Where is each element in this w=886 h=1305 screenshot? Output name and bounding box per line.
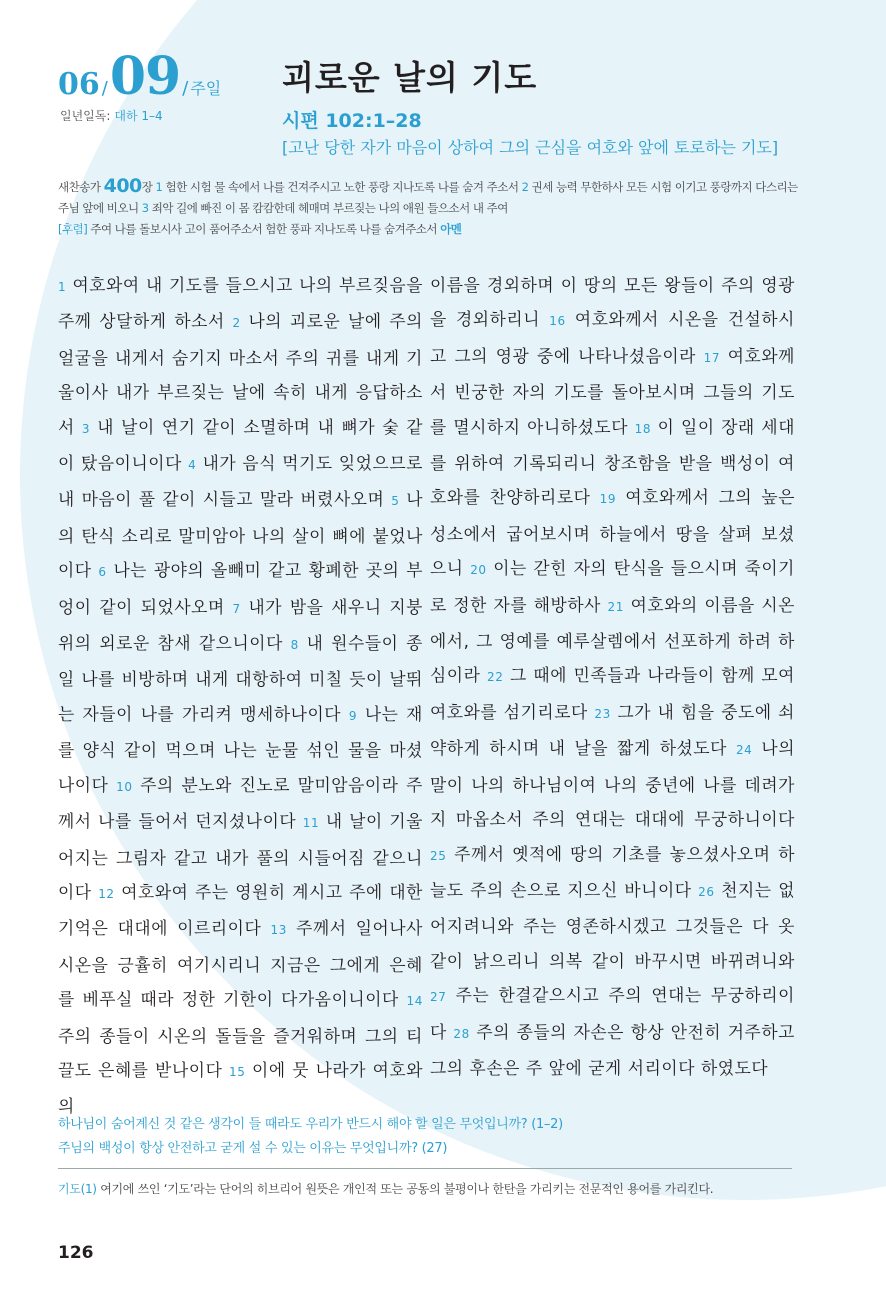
verse-text: 여호와여 주는 영원히 계시고 주에 대한 기억은 대대에 이르리이다 (58, 881, 423, 939)
verse-text: 주의 종들의 자손은 항상 안전히 거주하고 그의 후손은 주 앞에 굳게 서리이다 하였도다 (430, 1021, 795, 1078)
verse-text: 주의 종들이 시온의 돌들을 즐거워하며 그의 티끌도 은혜를 받나이다 (58, 1025, 423, 1080)
verse-text: 여호와께서 빈궁한 자의 기도를 돌아보시며 그들의 기도를 멸시하지 아니하셨도다 (430, 345, 795, 437)
verse-number: 12 (98, 886, 115, 901)
verse-number: 18 (634, 421, 652, 436)
verse-text: 이는 갇힌 자의 탄식을 들으시며 죽이기로 정한 자를 해방하사 (430, 558, 795, 615)
verse-number: 7 (232, 601, 241, 616)
verse-text: 주의 분노와 진노로 말미암음이라 주께서 나를 들어서 던지셨나이다 (58, 774, 423, 832)
hymn-label: 새찬송가 (58, 180, 101, 194)
verse-text: 나의 탄식 소리로 말미암아 나의 살이 뼈에 붙었나이다 (58, 489, 424, 581)
verse-number: 14 (406, 994, 423, 1009)
scripture-subtitle: [고난 당한 자가 마음이 상하여 그의 근심을 여호와 앞에 토로하는 기도] (282, 138, 779, 157)
date-weekday: 주일 (190, 79, 222, 98)
verse-text: 그가 내 힘을 중도에 쇠약하게 하시며 내 날을 짧게 하셨도다 (430, 701, 795, 759)
verse-text: 내가 밤을 새우니 지붕 위의 외로운 참새 같으니이다 (58, 596, 423, 654)
verse-number: 9 (348, 708, 358, 723)
verse-number: 25 (430, 848, 447, 863)
verse-number: 22 (487, 670, 504, 685)
verse-text: 여호와의 이름을 시온에서, 그 영예를 예루살렘에서 선포하게 하려 하심이라 (430, 594, 795, 686)
hymn-verse-2: 권세 능력 무한하사 모든 시험 이기고 풍랑까지 다스리는 주님 앞에 비오니 (58, 180, 798, 215)
verse-text: 천지는 없어지려니와 주는 영존하시겠고 그것들은 다 옷 같이 낡으리니 의복 같이 바꾸시면 바뀌려니와 (430, 879, 796, 971)
scripture-column-right (430, 268, 795, 1085)
verse-number: 16 (549, 314, 566, 329)
hymn-chorus-label: [후렴] (58, 222, 88, 236)
date-month: 06 (58, 67, 100, 102)
verse-text: 나는 재를 양식 같이 먹으며 나는 눈물 섞인 물을 마셨나이다 (58, 703, 423, 795)
page-number: 126 (58, 1243, 94, 1263)
verse-text: 나의 괴로운 날에 주의 얼굴을 내게서 숨기지 마소서 주의 귀를 내게 기울이사 내가 부르짖는 날에 속히 내게 응답하소서 (58, 311, 423, 437)
hymn-verse-number: 3 (141, 201, 149, 215)
daily-reading (60, 107, 163, 124)
hymn-verse-3: 죄악 길에 빠진 이 몸 캄캄한데 헤매며 부르짖는 나의 애원 들으소서 내 주여 (151, 201, 508, 215)
date-day: 09 (109, 46, 181, 107)
verse-number: 4 (188, 458, 197, 473)
date-slash-2: / (182, 78, 189, 99)
hymn-verse-number: 1 (155, 180, 163, 194)
scripture-column-left (58, 268, 423, 1124)
hymn-amen: 아멘 (440, 222, 462, 236)
verse-number: 24 (735, 743, 753, 758)
hymn-unit: 장 (141, 180, 153, 194)
date-header (58, 46, 221, 107)
verse-number: 3 (81, 421, 91, 436)
scripture-reference: 시편 102:1–28 (282, 110, 422, 132)
verse-number: 2 (232, 316, 241, 331)
verse-text: 이름을 경외하며 이 땅의 모든 왕들이 주의 영광을 경외하리니 (430, 275, 795, 330)
reflection-questions (58, 1113, 798, 1161)
verse-number: 19 (599, 492, 617, 507)
hymn-block (58, 176, 798, 240)
divider (58, 1168, 792, 1169)
verse-text: 내 원수들이 종일 나를 비방하며 내게 대항하여 미칠 듯이 날뛰는 자들이 나를 가리켜 맹세하나이다 (58, 633, 423, 724)
hymn-chorus: 주여 나를 돌보시사 고이 품어주소서 험한 풍파 지나도록 나를 숨겨주소서 (90, 222, 438, 236)
verse-text: 주는 한결같으시고 주의 연대는 무궁하리이다 (430, 985, 795, 1042)
hymn-verse-number: 2 (521, 180, 529, 194)
footnote-label: 기도(1) (58, 1182, 97, 1196)
verse-number: 15 (228, 1064, 246, 1079)
verse-text: 주께서 옛적에 땅의 기초를 놓으셨사오며 하늘도 주의 손으로 지으신 바니이다 (430, 843, 795, 900)
verse-number: 8 (290, 638, 299, 653)
verse-text: 이 일이 장래 세대를 위하여 기록되리니 창조함을 받을 백성이 여호와를 찬양하리로다 (430, 416, 796, 508)
verse-number: 20 (470, 563, 487, 578)
verse-text: 그 때에 민족들과 나라들이 함께 모여 여호와를 섬기리로다 (430, 665, 795, 722)
verse-number: 23 (594, 706, 611, 721)
footnote-text: 여기에 쓰인 ‘기도’라는 단어의 히브리어 원뜻은 개인적 또는 공동의 불평이나 한탄을 가리키는 전문적인 용어를 가리킨다. (100, 1182, 714, 1196)
verse-text: 내 날이 기울어지는 그림자 같고 내가 풀의 시들어짐 같으니이다 (58, 811, 423, 902)
verse-text: 내가 음식 먹기도 잊었으므로 내 마음이 풀 같이 시들고 말라 버렸사오며 (58, 453, 423, 510)
page-title: 괴로운 날의 기도 (282, 58, 538, 97)
verse-text: 이에 뭇 나라가 여호와의 (58, 1059, 423, 1117)
daily-reading-label: 일년일독: (60, 109, 111, 123)
verse-number: 26 (698, 884, 715, 899)
footnote (58, 1180, 798, 1197)
verse-number: 5 (391, 494, 400, 509)
verse-number: 21 (607, 599, 625, 614)
hymn-verse-1: 험한 시험 물 속에서 나를 건져주시고 노한 풍랑 지나도록 나를 숨겨 주소서 (165, 180, 519, 194)
verse-number: 27 (430, 990, 447, 1005)
verse-number: 10 (116, 779, 133, 794)
verse-text: 여호와께서 시온을 건설하시고 그의 영광 중에 나타나셨음이라 (430, 309, 795, 366)
verse-text: 주께서 일어나사 시온을 긍휼히 여기시리니 지금은 그에게 은혜를 베푸실 때라 정한 기한이 다가옴이니이다 (58, 918, 423, 1010)
verse-text: 여호와여 내 기도를 들으시고 나의 부르짖음을 주께 상달하게 하소서 (58, 275, 424, 332)
verse-number: 11 (302, 816, 320, 831)
verse-text: 나의 말이 나의 하나님이여 나의 중년에 나를 데려가지 마옵소서 주의 연대는 대대에 무궁하니이다 (430, 738, 796, 830)
daily-reading-value: 대하 1–4 (114, 109, 163, 123)
verse-number: 6 (98, 565, 107, 580)
verse-number: 1 (58, 280, 67, 294)
question-item: 주님의 백성이 항상 안전하고 굳게 설 수 있는 이유는 무엇입니까? (27) (58, 1141, 448, 1156)
hymn-number: 400 (103, 175, 142, 197)
question-item: 하나님이 숨어계신 것 같은 생각이 들 때라도 우리가 반드시 해야 할 일은 무엇입니까? (1–2) (58, 1117, 563, 1132)
verse-text: 여호와께서 그의 높은 성소에서 굽어보시며 하늘에서 땅을 살펴 보셨으니 (430, 487, 796, 579)
verse-text: 나는 광야의 올빼미 같고 황폐한 곳의 부엉이 같이 되었사오며 (58, 560, 424, 617)
verse-number: 13 (270, 923, 287, 938)
verse-number: 17 (703, 350, 721, 365)
verse-number: 28 (453, 1026, 470, 1041)
verse-text: 내 날이 연기 같이 소멸하며 내 뼈가 숯 같이 탔음이니이다 (58, 416, 424, 474)
date-slash: / (101, 78, 108, 99)
